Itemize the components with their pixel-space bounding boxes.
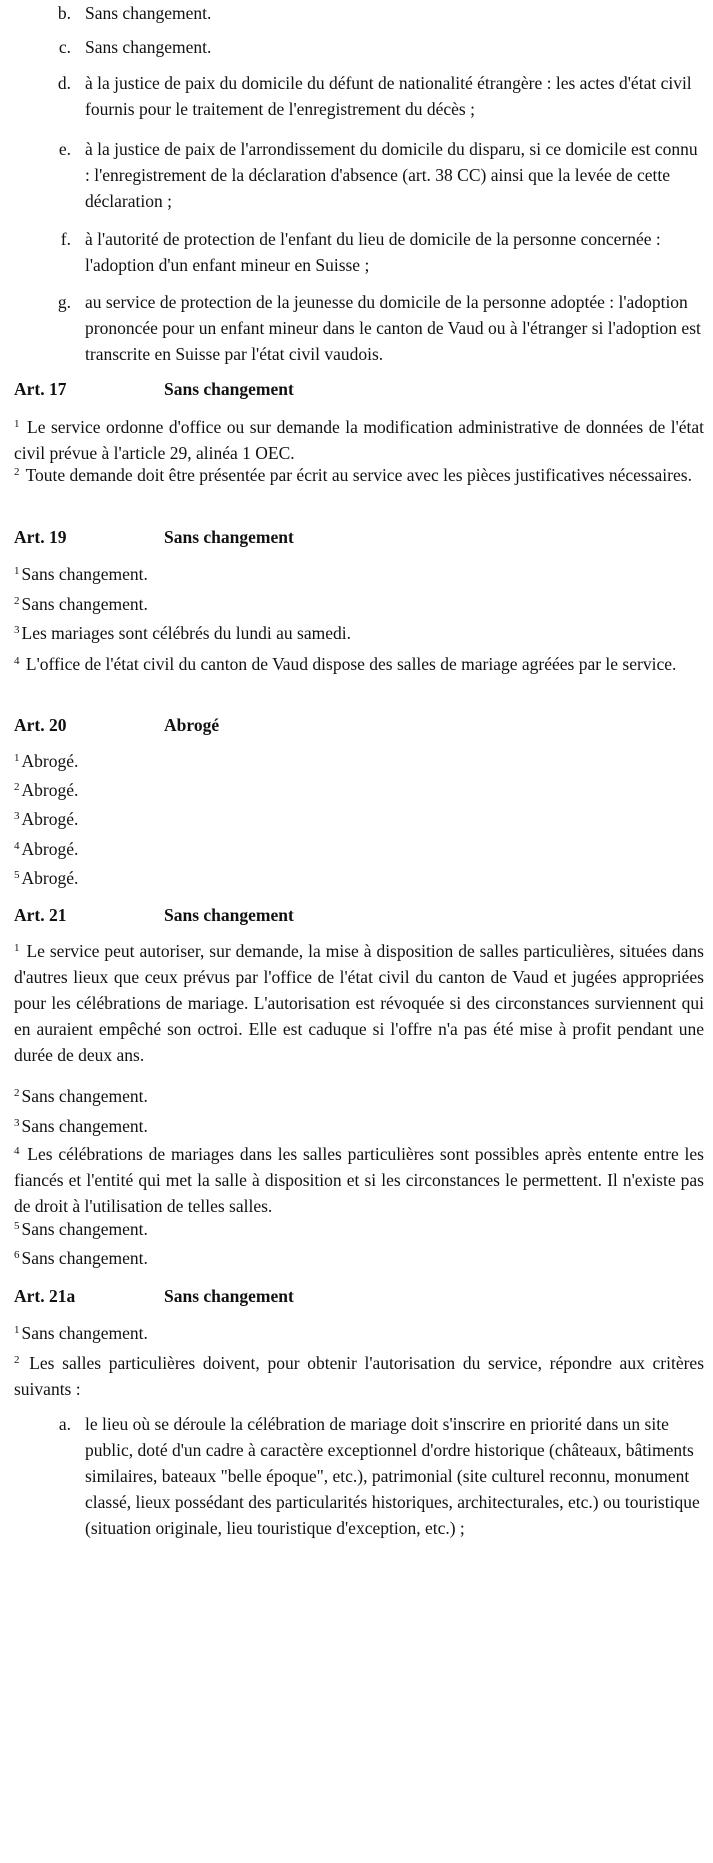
article-heading-17 — [14, 376, 704, 402]
article-title: Sans changement — [164, 379, 294, 399]
alinea-21-6 — [14, 1245, 704, 1271]
list-item-b — [14, 0, 704, 26]
alinea-text: Sans changement. — [21, 1086, 148, 1106]
alinea-text: Abrogé. — [21, 809, 79, 829]
alinea-19-2 — [14, 591, 704, 617]
alinea-number: 4 — [14, 840, 20, 852]
alinea-text: Sans changement. — [21, 1116, 148, 1136]
alinea-text: Les mariages sont célébrés du lundi au samedi. — [21, 623, 351, 643]
item-text: au service de protection de la jeunesse du domicile de la personne adoptée : l'adoption prononcée pour un enfant mineur dans le canton de Vaud ou à l'étranger si l'adoption est transcrite en Suisse par l'état civil vaudois. — [85, 292, 701, 364]
alinea-number: 2 — [14, 595, 20, 607]
alinea-20-2 — [14, 777, 704, 803]
article-number: Art. 20 — [14, 715, 67, 735]
alinea-number: 2 — [14, 1354, 20, 1366]
alinea-number: 5 — [14, 869, 20, 881]
list-item-d — [14, 70, 704, 122]
alinea-text: Sans changement. — [21, 1248, 148, 1268]
alinea-19-3 — [14, 620, 704, 646]
item-letter: f. — [60, 229, 71, 249]
alinea-21-1 — [14, 938, 704, 1068]
alinea-text: Sans changement. — [21, 1219, 148, 1239]
alinea-17-1 — [14, 414, 704, 466]
article-title: Sans changement — [164, 905, 294, 925]
list-item-g — [14, 289, 704, 367]
alinea-number: 2 — [14, 781, 20, 793]
alinea-number: 1 — [14, 418, 20, 430]
item-text: le lieu où se déroule la célébration de mariage doit s'inscrire en priorité dans un site public, doté d'un cadre à caractère exceptionnel d'ordre historique (châteaux, bâtiments similaires, bateaux "belle époque", etc.), patrimonial (site culturel reconnu, monument classé, lieux possédant des particularités historiques, architecturales, etc.) ou touristique (situation originale, lieu touristique d'exception, etc.) ; — [85, 1414, 700, 1538]
item-letter: e. — [58, 139, 71, 159]
alinea-number: 1 — [14, 565, 20, 577]
article-title: Sans changement — [164, 1286, 294, 1306]
alinea-21a-1 — [14, 1320, 704, 1346]
alinea-19-4 — [14, 651, 704, 677]
alinea-number: 1 — [14, 752, 20, 764]
alinea-text: Abrogé. — [21, 780, 79, 800]
alinea-number: 2 — [14, 466, 20, 478]
item-text: à la justice de paix de l'arrondissement du domicile du disparu, si ce domicile est connu : l'enregistrement de la déclaration d'absence (art. 38 CC) ainsi que la levée de cette déclaration ; — [85, 139, 698, 211]
item-letter: d. — [57, 73, 71, 93]
alinea-number: 4 — [14, 655, 20, 667]
article-heading-19 — [14, 524, 704, 550]
alinea-number: 1 — [14, 1324, 20, 1336]
article-number: Art. 17 — [14, 379, 67, 399]
alinea-number: 1 — [14, 942, 20, 954]
alinea-text: Les célébrations de mariages dans les salles particulières sont possibles après entente entre les fiancés et l'entité qui met la salle à disposition et si les circonstances le permettent. Il n'existe pas de droit à l'utilisation de telles salles. — [14, 1144, 704, 1216]
alinea-number: 6 — [14, 1249, 20, 1261]
alinea-21-3 — [14, 1113, 704, 1139]
item-letter: g. — [57, 292, 71, 312]
alinea-number: 4 — [14, 1145, 20, 1157]
alinea-text: Sans changement. — [21, 1323, 148, 1343]
alinea-21-4 — [14, 1141, 704, 1219]
article-heading-20 — [14, 712, 704, 738]
alinea-19-1 — [14, 561, 704, 587]
alinea-number: 3 — [14, 1117, 20, 1129]
alinea-20-5 — [14, 865, 704, 891]
alinea-text: Toute demande doit être présentée par écrit au service avec les pièces justificatives nécessaires. — [25, 465, 692, 485]
alinea-number: 2 — [14, 1087, 20, 1099]
article-heading-21 — [14, 902, 704, 928]
alinea-text: Abrogé. — [21, 868, 79, 888]
alinea-21-5 — [14, 1216, 704, 1242]
alinea-text: Abrogé. — [21, 751, 79, 771]
alinea-text: Le service ordonne d'office ou sur demande la modification administrative de données de l'état civil prévue à l'article 29, alinéa 1 OEC. — [14, 417, 704, 463]
item-letter: b. — [57, 3, 71, 23]
item-text: Sans changement. — [85, 37, 212, 57]
list-item-c — [14, 34, 704, 60]
alinea-number: 3 — [14, 810, 20, 822]
list-item-a — [14, 1411, 704, 1541]
alinea-text: Les salles particulières doivent, pour obtenir l'autorisation du service, répondre aux critères suivants : — [14, 1353, 705, 1399]
alinea-21a-2 — [14, 1350, 704, 1402]
alinea-text: Sans changement. — [21, 564, 148, 584]
alinea-text: Abrogé. — [21, 839, 79, 859]
item-text: Sans changement. — [85, 3, 212, 23]
alinea-text: L'office de l'état civil du canton de Vaud dispose des salles de mariage agréées par le service. — [25, 654, 677, 674]
alinea-number: 3 — [14, 624, 20, 636]
item-letter: c. — [58, 37, 71, 57]
alinea-number: 5 — [14, 1220, 20, 1232]
alinea-20-4 — [14, 836, 704, 862]
article-title: Abrogé — [164, 715, 220, 735]
article-number: Art. 21a — [14, 1286, 76, 1306]
item-text: à la justice de paix du domicile du défunt de nationalité étrangère : les actes d'état civil fournis pour le traitement de l'enregistrement du décès ; — [85, 73, 692, 119]
alinea-17-2 — [14, 462, 704, 488]
article-number: Art. 21 — [14, 905, 67, 925]
article-title: Sans changement — [164, 527, 294, 547]
article-heading-21a — [14, 1283, 704, 1309]
item-text: à l'autorité de protection de l'enfant du lieu de domicile de la personne concernée : l'adoption d'un enfant mineur en Suisse ; — [85, 229, 661, 275]
alinea-20-3 — [14, 806, 704, 832]
article-number: Art. 19 — [14, 527, 67, 547]
list-item-f — [14, 226, 704, 278]
alinea-20-1 — [14, 748, 704, 774]
item-letter: a. — [58, 1414, 71, 1434]
alinea-text: Le service peut autoriser, sur demande, la mise à disposition de salles particulières, situées dans d'autres lieux que ceux prévus par l'office de l'état civil du canton de Vaud et jugées appropriées pour les célébrations de mariage. L'autorisation est révoquée si des circonstances surviennent qui en auraient empêché son octroi. Elle est caduque si l'offre n'a pas été mise à profit pendant une durée de deux ans. — [14, 941, 704, 1065]
alinea-text: Sans changement. — [21, 594, 148, 614]
list-item-e — [14, 136, 704, 214]
alinea-21-2 — [14, 1083, 704, 1109]
